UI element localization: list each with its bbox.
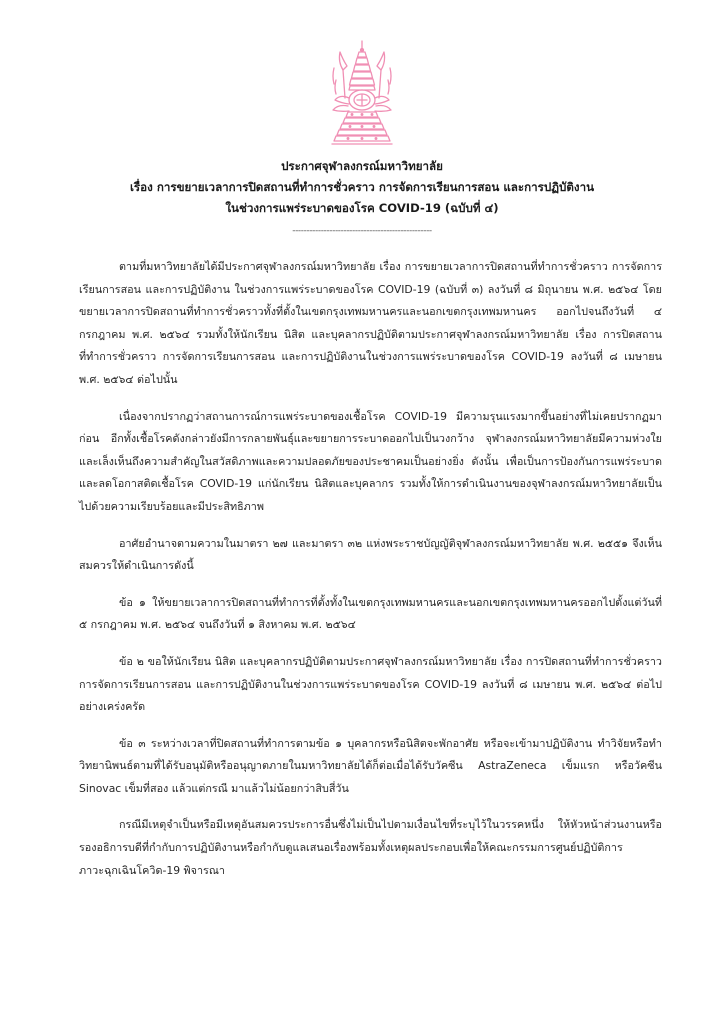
- chulalongkorn-university-emblem-icon: [326, 40, 398, 148]
- announcement-subject-line-1: เรื่อง การขยายเวลาการปิดสถานที่ทำการชั่วคราว การจัดการเรียนการสอน และการปฏิบัติงาน: [129, 180, 595, 194]
- announcement-subject-line-2: ในช่วงการแพร่ระบาดของโรค COVID-19 (ฉบับที่ ๔): [225, 201, 499, 215]
- paragraph-situation: เนื่องจากปรากฏว่าสถานการณ์การแพร่ระบาดของเชื้อโรค COVID-19 มีความรุนแรงมากขึ้นอย่างที่ไม่เคยปรากฏมาก่อน อีกทั้งเชื้อโรคดังกล่าวยังมีการกลายพันธุ์และขยายการระบาดออกไปเป็นวงกว้าง จุฬาลงกรณ์มหาวิทยาลัยมีความห่วงใยและเล็งเห็นถึงความสำคัญในสวัสดิภาพและความปลอดภัยของประชาคมเป็นอย่างยิ่ง ดังนั้น เพื่อเป็นการป้องกันการแพร่ระบาดและลดโอกาสติดเชื้อโรค COVID-19 แก่นักเรียน นิสิตและบุคลากร รวมทั้งให้การดำเนินงานของจุฬาลงกรณ์มหาวิทยาลัยเป็นไปด้วยความเรียบร้อยและมีประสิทธิภาพ: [79, 409, 662, 513]
- paragraph-authority: อาศัยอำนาจตามความในมาตรา ๒๗ และมาตรา ๓๒ แห่งพระราชบัญญัติจุฬาลงกรณ์มหาวิทยาลัย พ.ศ. ๒๕๕๑ จึงเห็นสมควรให้ดำเนินการดังนี้: [79, 536, 662, 573]
- paragraph-clause-3: ข้อ ๓ ระหว่างเวลาที่ปิดสถานที่ทำการตามข้อ ๑ บุคลากรหรือนิสิตจะพักอาศัย หรือจะเข้ามาปฏิบัติงาน ทำวิจัยหรือทำวิทยานิพนธ์ตามที่ได้รับอนุมัติหรืออนุญาตภายในมหาวิทยาลัยได้ก็ต่อเมื่อได้รับวัคซีน AstraZeneca เข็มแรก หรือวัคซีน Sinovac เข็มที่สอง แล้วแต่กรณี มาแล้วไม่น้อยกว่าสิบสี่วัน: [79, 736, 662, 795]
- announcement-title: ประกาศจุฬาลงกรณ์มหาวิทยาลัย: [281, 159, 443, 173]
- paragraph-background: ตามที่มหาวิทยาลัยได้มีประกาศจุฬาลงกรณ์มหาวิทยาลัย เรื่อง การขยายเวลาการปิดสถานที่ทำการชั่วคราว การจัดการเรียนการสอน และการปฏิบัติงาน ในช่วงการแพร่ระบาดของโรค COVID-19 (ฉบับที่ ๓) ลงวันที่ ๘ มิถุนายน พ.ศ. ๒๕๖๔ โดยขยายเวลาการปิดสถานที่ทำการชั่วคราวทั้งที่ตั้งในเขตกรุงเทพมหานครและนอกเขตกรุงเทพมหานคร ออกไปจนถึงวันที่ ๔ กรกฎาคม พ.ศ. ๒๕๖๔ รวมทั้งให้นักเรียน นิสิต และบุคลากรปฏิบัติตามประกาศจุฬาลงกรณ์มหาวิทยาลัย เรื่อง การปิดสถานที่ทำการชั่วคราว การจัดการเรียนการสอน และการปฏิบัติงานในช่วงการแพร่ระบาดของโรค COVID-19 ลงวันที่ ๘ เมษายน พ.ศ. ๒๕๖๔ ต่อไปนั้น: [79, 260, 662, 386]
- announcement-heading: [60, 156, 664, 219]
- paragraph-clause-2: ข้อ ๒ ขอให้นักเรียน นิสิต และบุคลากรปฏิบัติตามประกาศจุฬาลงกรณ์มหาวิทยาลัย เรื่อง การปิดสถานที่ทำการชั่วคราว การจัดการเรียนการสอน และการปฏิบัติงานในช่วงการแพร่ระบาดของโรค COVID-19 ลงวันที่ ๘ เมษายน พ.ศ. ๒๕๖๔ ต่อไปอย่างเคร่งครัด: [79, 654, 662, 714]
- announcement-body: [79, 256, 662, 896]
- paragraph-clause-1: ข้อ ๑ ให้ขยายเวลาการปิดสถานที่ทำการที่ตั้งทั้งในเขตกรุงเทพมหานครและนอกเขตกรุงเทพมหานครออกไปตั้งแต่วันที่ ๕ กรกฎาคม พ.ศ. ๒๕๖๔ จนถึงวันที่ ๑ สิงหาคม พ.ศ. ๒๕๖๔: [79, 595, 662, 632]
- paragraph-exception: กรณีมีเหตุจำเป็นหรือมีเหตุอันสมควรประการอื่นซึ่งไม่เป็นไปตามเงื่อนไขที่ระบุไว้ในวรรคหนึ่ง ให้หัวหน้าส่วนงานหรือรองอธิการบดีที่กำกับการปฏิบัติงานหรือกำกับดูแลเสนอเรื่องพร้อมทั้งเหตุผลประกอบเพื่อให้คณะกรรมการศูนย์ปฏิบัติการภาวะฉุกเฉินโควิด-19 พิจารณา: [79, 818, 662, 877]
- heading-divider: -------------------------------------------------: [292, 226, 432, 236]
